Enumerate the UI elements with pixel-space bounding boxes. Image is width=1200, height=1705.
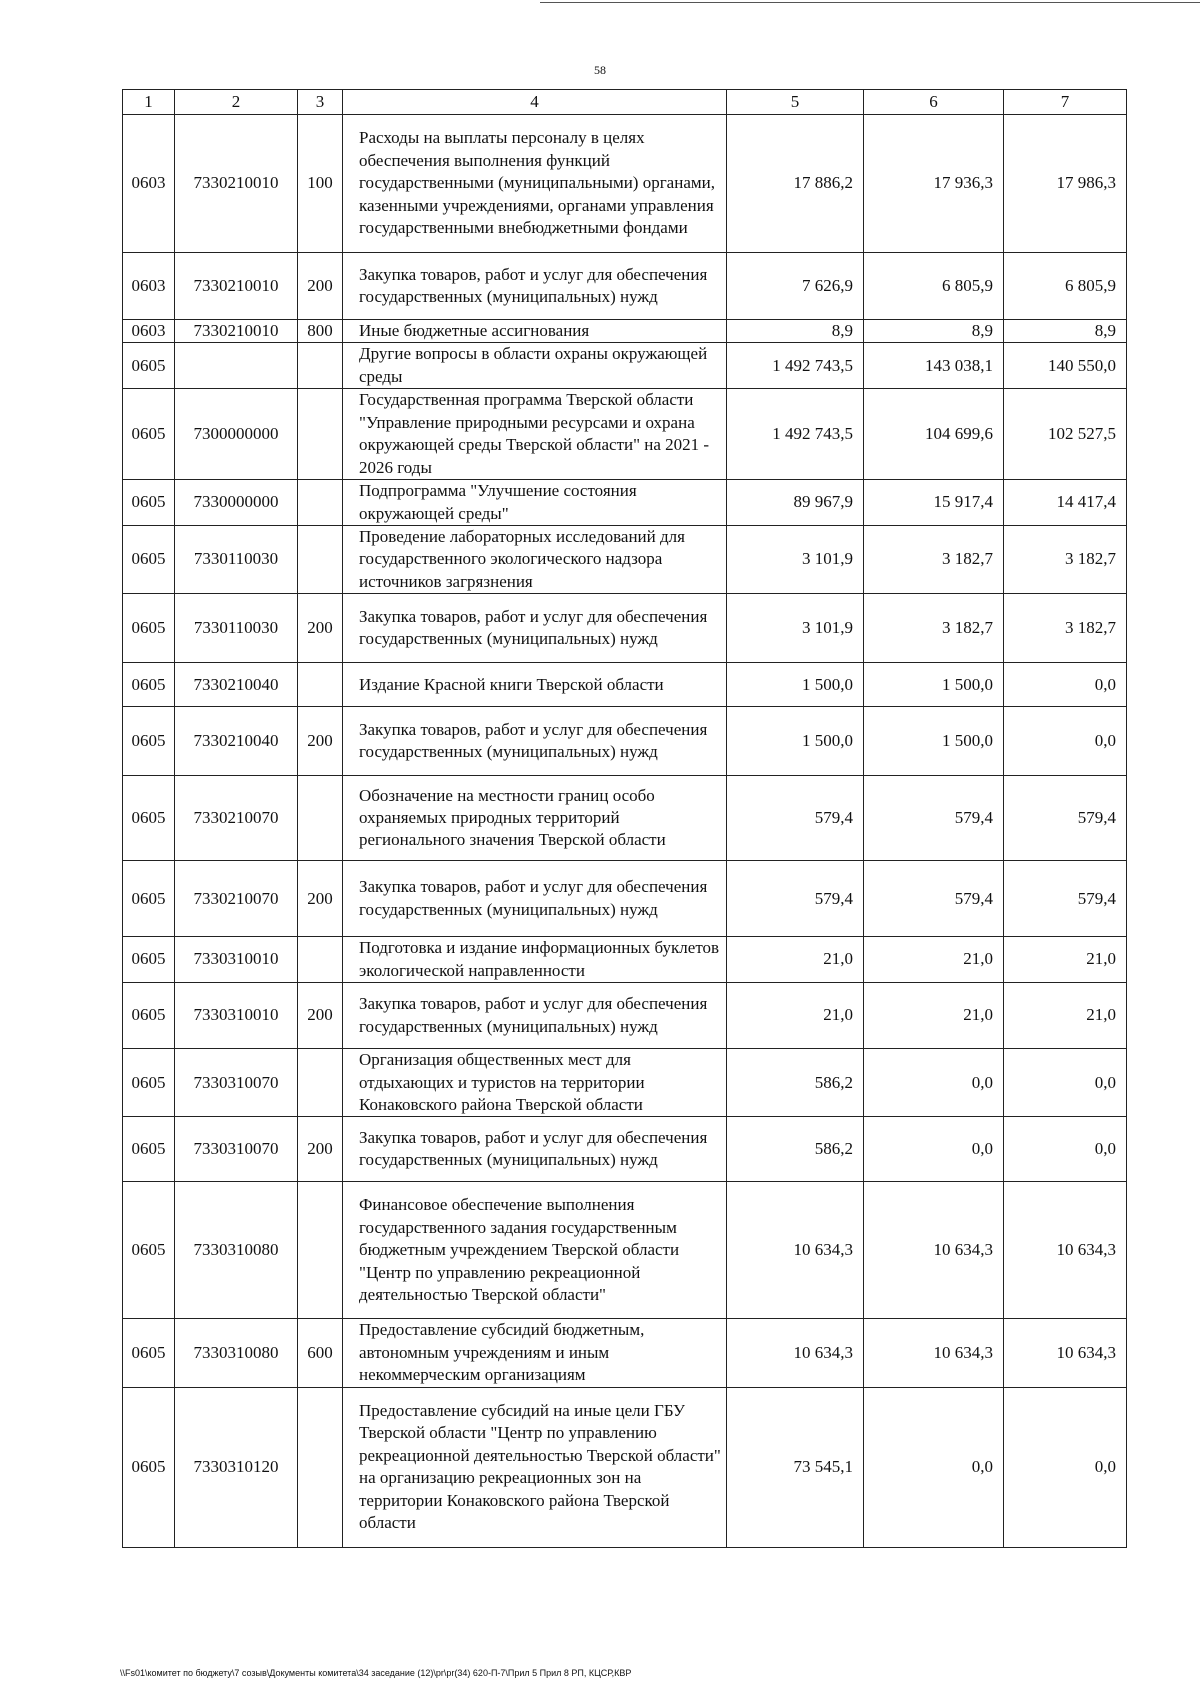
file-path-footer: \\Fs01\комитет по бюджету\7 созыв\Документы комитета\34 заседание (12)\pr\pr(34) 620-П-7\Прил 5 Прил 8 РП, КЦСР,КВР — [120, 1668, 632, 1678]
description-cell: Государственная программа Тверской области "Управление природными ресурсами и охрана окружающей среды Тверской области" на 2021 - 2026 годы — [343, 389, 727, 480]
section-code-cell: 0603 — [123, 320, 175, 343]
amount-year3-cell: 3 182,7 — [1004, 525, 1127, 593]
header-cell: 7 — [1004, 90, 1127, 115]
amount-year1-cell: 7 626,9 — [727, 253, 864, 320]
amount-year1-cell: 1 492 743,5 — [727, 343, 864, 389]
target-article-cell: 7330210040 — [175, 707, 298, 776]
amount-year1-cell: 8,9 — [727, 320, 864, 343]
amount-year1-cell: 3 101,9 — [727, 525, 864, 593]
table-row — [123, 983, 1127, 1049]
amount-year2-cell: 1 500,0 — [864, 707, 1004, 776]
description-cell: Финансовое обеспечение выполнения государственного задания государственным бюджетным учреждением Тверской области "Центр по управлению рекреационной деятельностью Тверской области" — [343, 1182, 727, 1319]
target-article-cell: 7330310010 — [175, 983, 298, 1049]
header-cell: 6 — [864, 90, 1004, 115]
expense-type-cell — [298, 343, 343, 389]
target-article-cell: 7330310070 — [175, 1117, 298, 1182]
description-cell: Закупка товаров, работ и услуг для обеспечения государственных (муниципальных) нужд — [343, 707, 727, 776]
description-cell: Предоставление субсидий на иные цели ГБУ Тверской области "Центр по управлению рекреационной деятельностью Тверской области" на организацию рекреационных зон на территории Конаковского района Тверской области — [343, 1387, 727, 1547]
amount-year1-cell: 1 492 743,5 — [727, 389, 864, 480]
amount-year3-cell: 17 986,3 — [1004, 115, 1127, 253]
table-row — [123, 253, 1127, 320]
target-article-cell: 7330210070 — [175, 861, 298, 937]
description-cell: Закупка товаров, работ и услуг для обеспечения государственных (муниципальных) нужд — [343, 861, 727, 937]
target-article-cell: 7330310080 — [175, 1319, 298, 1387]
header-cell: 4 — [343, 90, 727, 115]
table-row — [123, 937, 1127, 983]
expense-type-cell: 200 — [298, 594, 343, 663]
expense-type-cell — [298, 1049, 343, 1117]
target-article-cell: 7330210010 — [175, 320, 298, 343]
table-row — [123, 1182, 1127, 1319]
section-code-cell: 0605 — [123, 776, 175, 861]
header-cell: 5 — [727, 90, 864, 115]
target-article-cell: 7330210010 — [175, 115, 298, 253]
amount-year3-cell: 21,0 — [1004, 983, 1127, 1049]
amount-year2-cell: 143 038,1 — [864, 343, 1004, 389]
description-cell: Подпрограмма "Улучшение состояния окружающей среды" — [343, 480, 727, 526]
amount-year2-cell: 17 936,3 — [864, 115, 1004, 253]
amount-year3-cell: 0,0 — [1004, 707, 1127, 776]
amount-year2-cell: 1 500,0 — [864, 663, 1004, 707]
target-article-cell: 7330310070 — [175, 1049, 298, 1117]
amount-year1-cell: 1 500,0 — [727, 663, 864, 707]
expense-type-cell — [298, 776, 343, 861]
expense-type-cell — [298, 1182, 343, 1319]
header-cell: 1 — [123, 90, 175, 115]
section-code-cell: 0605 — [123, 594, 175, 663]
amount-year1-cell: 10 634,3 — [727, 1319, 864, 1387]
expense-type-cell: 200 — [298, 253, 343, 320]
target-article-cell: 7330310120 — [175, 1387, 298, 1547]
expense-type-cell — [298, 525, 343, 593]
amount-year3-cell: 3 182,7 — [1004, 594, 1127, 663]
amount-year3-cell: 0,0 — [1004, 1049, 1127, 1117]
amount-year2-cell: 3 182,7 — [864, 594, 1004, 663]
amount-year1-cell: 89 967,9 — [727, 480, 864, 526]
amount-year2-cell: 579,4 — [864, 776, 1004, 861]
amount-year2-cell: 3 182,7 — [864, 525, 1004, 593]
expense-type-cell — [298, 480, 343, 526]
amount-year1-cell: 1 500,0 — [727, 707, 864, 776]
amount-year2-cell: 0,0 — [864, 1387, 1004, 1547]
table-row — [123, 525, 1127, 593]
budget-table — [122, 89, 1127, 1548]
section-code-cell: 0605 — [123, 480, 175, 526]
amount-year1-cell: 579,4 — [727, 776, 864, 861]
amount-year3-cell: 579,4 — [1004, 776, 1127, 861]
table-row — [123, 320, 1127, 343]
amount-year3-cell: 579,4 — [1004, 861, 1127, 937]
table-row — [123, 1117, 1127, 1182]
amount-year2-cell: 21,0 — [864, 937, 1004, 983]
table-row — [123, 115, 1127, 253]
description-cell: Расходы на выплаты персоналу в целях обеспечения выполнения функций государственными (муниципальными) органами, казенными учреждениями, органами управления государственными внебюджетными фондами — [343, 115, 727, 253]
amount-year1-cell: 21,0 — [727, 937, 864, 983]
header-cell: 3 — [298, 90, 343, 115]
table-row — [123, 389, 1127, 480]
page-number: 58 — [594, 63, 606, 77]
target-article-cell: 7330210010 — [175, 253, 298, 320]
section-code-cell: 0605 — [123, 707, 175, 776]
section-code-cell: 0605 — [123, 343, 175, 389]
amount-year1-cell: 586,2 — [727, 1049, 864, 1117]
description-cell: Подготовка и издание информационных буклетов экологической направленности — [343, 937, 727, 983]
table-row — [123, 1319, 1127, 1387]
table-row — [123, 594, 1127, 663]
target-article-cell: 7330310010 — [175, 937, 298, 983]
section-code-cell: 0605 — [123, 861, 175, 937]
amount-year2-cell: 10 634,3 — [864, 1319, 1004, 1387]
target-article-cell: 7330310080 — [175, 1182, 298, 1319]
table-header-row — [123, 90, 1127, 115]
section-code-cell: 0605 — [123, 1049, 175, 1117]
amount-year1-cell: 21,0 — [727, 983, 864, 1049]
target-article-cell: 7330210070 — [175, 776, 298, 861]
description-cell: Иные бюджетные ассигнования — [343, 320, 727, 343]
amount-year1-cell: 586,2 — [727, 1117, 864, 1182]
amount-year1-cell: 10 634,3 — [727, 1182, 864, 1319]
expense-type-cell: 200 — [298, 1117, 343, 1182]
expense-type-cell: 100 — [298, 115, 343, 253]
amount-year3-cell: 102 527,5 — [1004, 389, 1127, 480]
section-code-cell: 0603 — [123, 115, 175, 253]
table-row — [123, 1387, 1127, 1547]
amount-year2-cell: 21,0 — [864, 983, 1004, 1049]
section-code-cell: 0605 — [123, 983, 175, 1049]
amount-year1-cell: 17 886,2 — [727, 115, 864, 253]
description-cell: Проведение лабораторных исследований для государственного экологического надзора источников загрязнения — [343, 525, 727, 593]
section-code-cell: 0605 — [123, 525, 175, 593]
table-row — [123, 1049, 1127, 1117]
table-row — [123, 861, 1127, 937]
amount-year2-cell: 8,9 — [864, 320, 1004, 343]
expense-type-cell: 200 — [298, 983, 343, 1049]
amount-year1-cell: 73 545,1 — [727, 1387, 864, 1547]
description-cell: Закупка товаров, работ и услуг для обеспечения государственных (муниципальных) нужд — [343, 1117, 727, 1182]
amount-year1-cell: 3 101,9 — [727, 594, 864, 663]
target-article-cell: 7330110030 — [175, 594, 298, 663]
expense-type-cell — [298, 1387, 343, 1547]
section-code-cell: 0605 — [123, 937, 175, 983]
section-code-cell: 0605 — [123, 1387, 175, 1547]
target-article-cell — [175, 343, 298, 389]
section-code-cell: 0605 — [123, 663, 175, 707]
expense-type-cell — [298, 663, 343, 707]
amount-year2-cell: 15 917,4 — [864, 480, 1004, 526]
amount-year1-cell: 579,4 — [727, 861, 864, 937]
table-row — [123, 663, 1127, 707]
expense-type-cell — [298, 389, 343, 480]
target-article-cell: 7330110030 — [175, 525, 298, 593]
amount-year3-cell: 0,0 — [1004, 1117, 1127, 1182]
amount-year3-cell: 21,0 — [1004, 937, 1127, 983]
section-code-cell: 0605 — [123, 389, 175, 480]
expense-type-cell — [298, 937, 343, 983]
target-article-cell: 7300000000 — [175, 389, 298, 480]
expense-type-cell: 200 — [298, 707, 343, 776]
table-row — [123, 343, 1127, 389]
description-cell: Издание Красной книги Тверской области — [343, 663, 727, 707]
amount-year2-cell: 0,0 — [864, 1049, 1004, 1117]
amount-year3-cell: 10 634,3 — [1004, 1182, 1127, 1319]
expense-type-cell: 200 — [298, 861, 343, 937]
table-row — [123, 776, 1127, 861]
table-row — [123, 707, 1127, 776]
section-code-cell: 0603 — [123, 253, 175, 320]
expense-type-cell: 800 — [298, 320, 343, 343]
expense-type-cell: 600 — [298, 1319, 343, 1387]
amount-year2-cell: 104 699,6 — [864, 389, 1004, 480]
description-cell: Другие вопросы в области охраны окружающей среды — [343, 343, 727, 389]
description-cell: Закупка товаров, работ и услуг для обеспечения государственных (муниципальных) нужд — [343, 983, 727, 1049]
amount-year2-cell: 10 634,3 — [864, 1182, 1004, 1319]
amount-year3-cell: 6 805,9 — [1004, 253, 1127, 320]
description-cell: Предоставление субсидий бюджетным, автономным учреждениям и иным некоммерческим организациям — [343, 1319, 727, 1387]
table-row — [123, 480, 1127, 526]
amount-year3-cell: 0,0 — [1004, 1387, 1127, 1547]
amount-year3-cell: 10 634,3 — [1004, 1319, 1127, 1387]
amount-year3-cell: 140 550,0 — [1004, 343, 1127, 389]
description-cell: Закупка товаров, работ и услуг для обеспечения государственных (муниципальных) нужд — [343, 594, 727, 663]
amount-year3-cell: 14 417,4 — [1004, 480, 1127, 526]
section-code-cell: 0605 — [123, 1182, 175, 1319]
section-code-cell: 0605 — [123, 1319, 175, 1387]
amount-year3-cell: 0,0 — [1004, 663, 1127, 707]
header-cell: 2 — [175, 90, 298, 115]
amount-year2-cell: 6 805,9 — [864, 253, 1004, 320]
target-article-cell: 7330000000 — [175, 480, 298, 526]
amount-year3-cell: 8,9 — [1004, 320, 1127, 343]
section-code-cell: 0605 — [123, 1117, 175, 1182]
amount-year2-cell: 0,0 — [864, 1117, 1004, 1182]
amount-year2-cell: 579,4 — [864, 861, 1004, 937]
description-cell: Закупка товаров, работ и услуг для обеспечения государственных (муниципальных) нужд — [343, 253, 727, 320]
description-cell: Обозначение на местности границ особо охраняемых природных территорий регионального значения Тверской области — [343, 776, 727, 861]
target-article-cell: 7330210040 — [175, 663, 298, 707]
scan-top-line — [540, 2, 1200, 3]
description-cell: Организация общественных мест для отдыхающих и туристов на территории Конаковского района Тверской области — [343, 1049, 727, 1117]
